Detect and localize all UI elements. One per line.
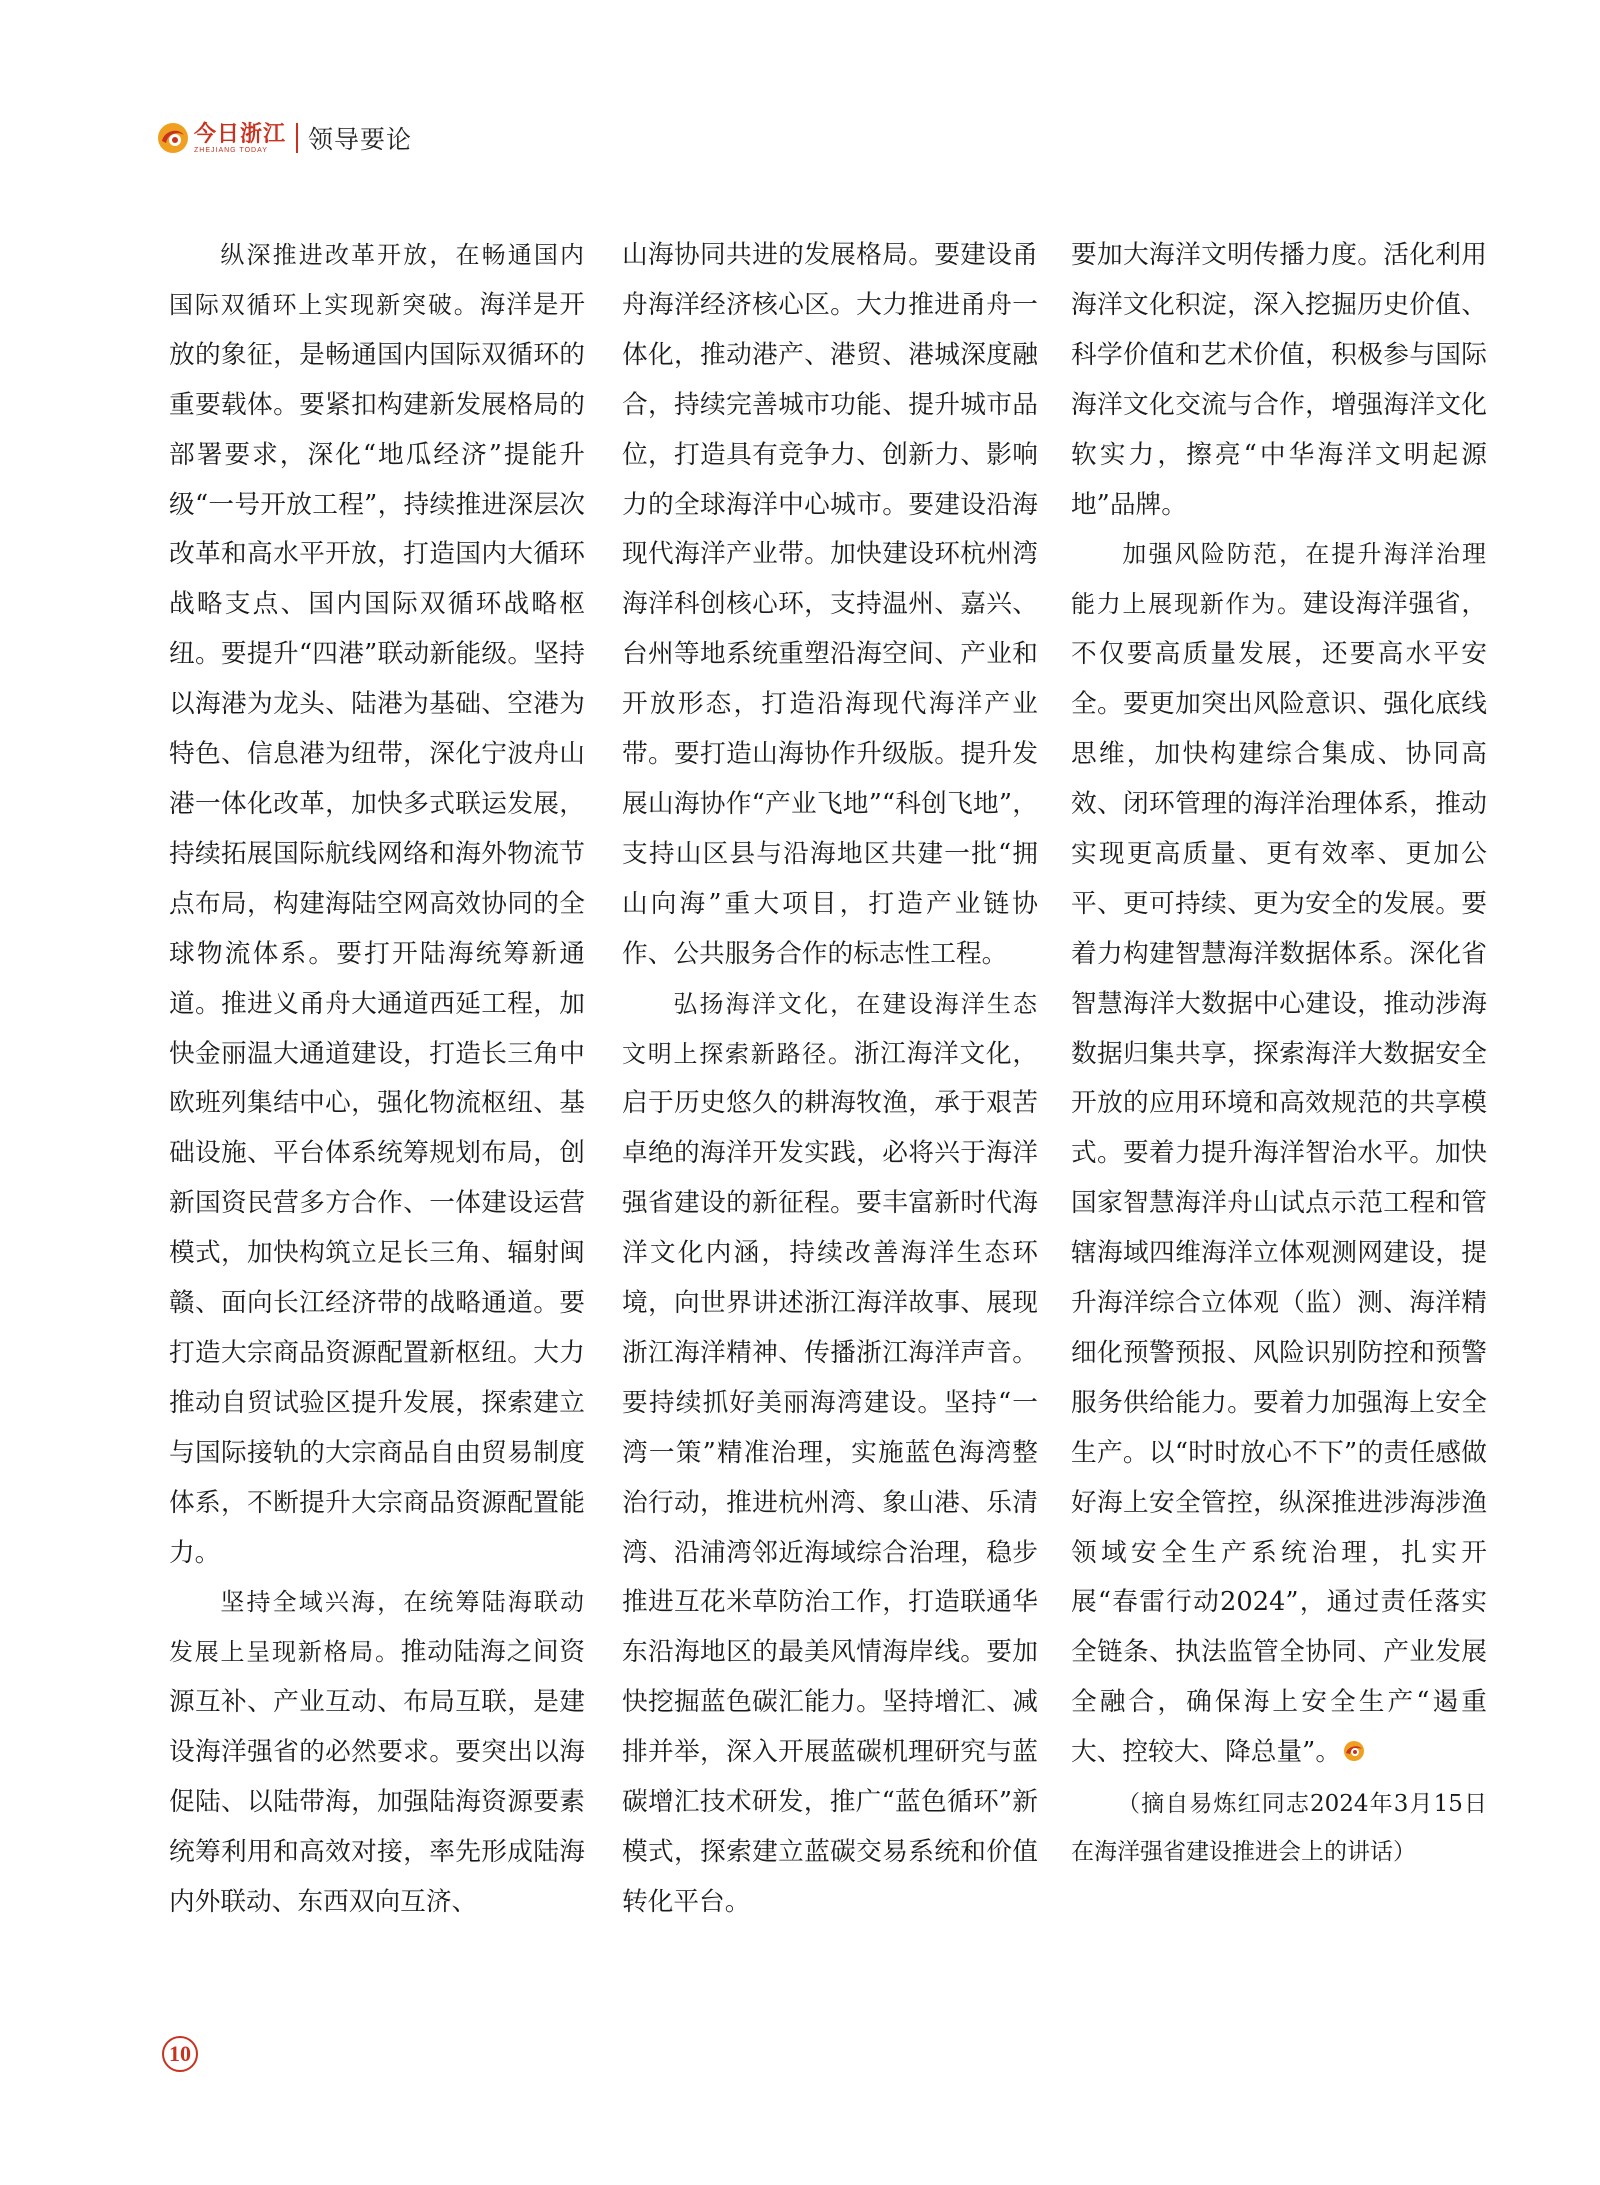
- section-title: 领导要论: [308, 125, 413, 154]
- article-paragraph: [622, 980, 1038, 1928]
- paragraph-body: 海洋是开放的象征，是畅通国内国际双循环的重要载体。要紧扣构建新发展格局的部署要求，深化“地瓜经济”提能升级“一号开放工程”，持续推进深层次改革和高水平开放，打造国内大循环战略支点、国内国际双循环战略枢纽。要提升“四港”联动新能级。坚持以海港为龙头、陆港为基础、空港为特色、信息港为纽带，深化宁波舟山港一体化改革，加快多式联运发展，持续拓展国际航线网络和海外物流节点布局，构建海陆空网高效协同的全球物流体系。要打开陆海统筹新通道。推进义甬舟大通道西延工程，加快金丽温大通道建设，打造长三角中欧班列集结中心，强化物流枢纽、基础设施、平台体系统筹规划布局，创新国资民营多方合作、一体建设运营模式，加快构筑立足长三角、辐射闽赣、面向长江经济带的战略通道。要打造大宗商品资源配置新枢纽。大力推动自贸试验区提升发展，探索建立与国际接轨的大宗商品自由贸易制度体系，不断提升大宗商品资源配置能力。: [169, 289, 586, 1568]
- article-paragraph: [169, 231, 585, 1578]
- paragraph-lead: 坚持全域兴海，在统筹陆海联动发展上呈现新格局。: [169, 1588, 585, 1667]
- paragraph-body: 建设海洋强省，不仅要高质量发展，还要高水平安全。要更加突出风险意识、强化底线思维，加快构建综合集成、协同高效、闭环管理的海洋治理体系，推动实现更高质量、更有效率、更加公平、更可持续、更为安全的发展。要着力构建智慧海洋数据体系。深化省智慧海洋大数据中心建设，推动涉海数据归集共享，探索海洋大数据安全开放的应用环境和高效规范的共享模式。要着力提升海洋智治水平。加快国家智慧海洋舟山试点示范工程和管辖海域四维海洋立体观测网建设，提升海洋综合立体观（监）测、海洋精细化预警预报、风险识别防控和预警服务供给能力。要着力加强海上安全生产。以“时时放心不下”的责任感做好海上安全管控，纵深推进涉海涉渔领域安全生产系统治理，扎实开展“春雷行动2024”，通过责任落实全链条、执法监管全协同、产业发展全融合，确保海上安全生产“遏重大、控较大、降总量”。: [1071, 589, 1488, 1768]
- end-mark-icon: [1343, 1740, 1365, 1762]
- paragraph-body: 推动陆海之间资源互补、产业互动、布局互联，是建设海洋强省的必然要求。要突出以海促陆、以陆带海，加强陆海资源要素统筹利用和高效对接，率先形成陆海内外联动、东西双向互济、: [169, 1637, 586, 1917]
- paragraph-body: 要加大海洋文明传播力度。活化利用海洋文化积淀，深入挖掘历史价值、科学价值和艺术价值，积极参与国际海洋文化交流与合作，增强海洋文化软实力，擦亮“中华海洋文明起源地”品牌。: [1071, 240, 1487, 520]
- page-number: 10: [162, 2036, 198, 2072]
- logo-swirl-icon: [156, 121, 190, 155]
- article-paragraph: [169, 1578, 585, 1927]
- article-paragraph: [1071, 530, 1487, 1778]
- paragraph-lead: 加强风险防范，在提升海洋治理能力上展现新作为。: [1071, 540, 1487, 619]
- article-column-1: [169, 231, 585, 1928]
- paragraph-body: 浙江海洋文化，启于历史悠久的耕海牧渔，承于艰苦卓绝的海洋开发实践，必将兴于海洋强省建设的新征程。要丰富新时代海洋文化内涵，持续改善海洋生态环境，向世界讲述浙江海洋故事、展现浙江海洋精神、传播浙江海洋声音。要持续抓好美丽海湾建设。坚持“一湾一策”精准治理，实施蓝色海湾整治行动，推进杭州湾、象山港、乐清湾、沿浦湾邻近海域综合治理，稳步推进互花米草防治工作，打造联通华东沿海地区的最美风情海岸线。要加快挖掘蓝色碳汇能力。坚持增汇、减排并举，深入开展蓝碳机理研究与蓝碳增汇技术研发，推广“蓝色循环”新模式，探索建立蓝碳交易系统和价值转化平台。: [622, 1038, 1039, 1917]
- logo-chinese-text: 今日浙江: [194, 120, 287, 147]
- paragraph-lead: 纵深推进改革开放，在畅通国内国际双循环上实现新突破。: [169, 241, 585, 319]
- article-paragraph: [622, 231, 1038, 980]
- paragraph-lead: 弘扬海洋文化，在建设海洋生态文明上探索新路径。: [622, 989, 1038, 1068]
- article-paragraph: [1071, 231, 1487, 530]
- article-column-3: [1071, 231, 1487, 1876]
- magazine-logo: [156, 121, 286, 155]
- header-divider: [296, 123, 298, 153]
- paragraph-body: 山海协同共进的发展格局。要建设甬舟海洋经济核心区。大力推进甬舟一体化，推动港产、港贸、港城深度融合，持续完善城市功能、提升城市品位，打造具有竞争力、创新力、影响力的全球海洋中心城市。要建设沿海现代海洋产业带。加快建设环杭州湾海洋科创核心环，支持温州、嘉兴、台州等地系统重塑沿海空间、产业和开放形态，打造沿海现代海洋产业带。要打造山海协作升级版。提升发展山海协作“产业飞地”“科创飞地”，支持山区县与沿海地区共建一批“拥山向海”重大项目，打造产业链协作、公共服务合作的标志性工程。: [622, 240, 1038, 969]
- article-column-2: [622, 231, 1038, 1928]
- logo-english-text: ZHEJIANG TODAY: [194, 146, 268, 154]
- page-header: [156, 118, 412, 158]
- article-source-note: （摘自易炼红同志2024年3月15日在海洋强省建设推进会上的讲话）: [1071, 1791, 1487, 1866]
